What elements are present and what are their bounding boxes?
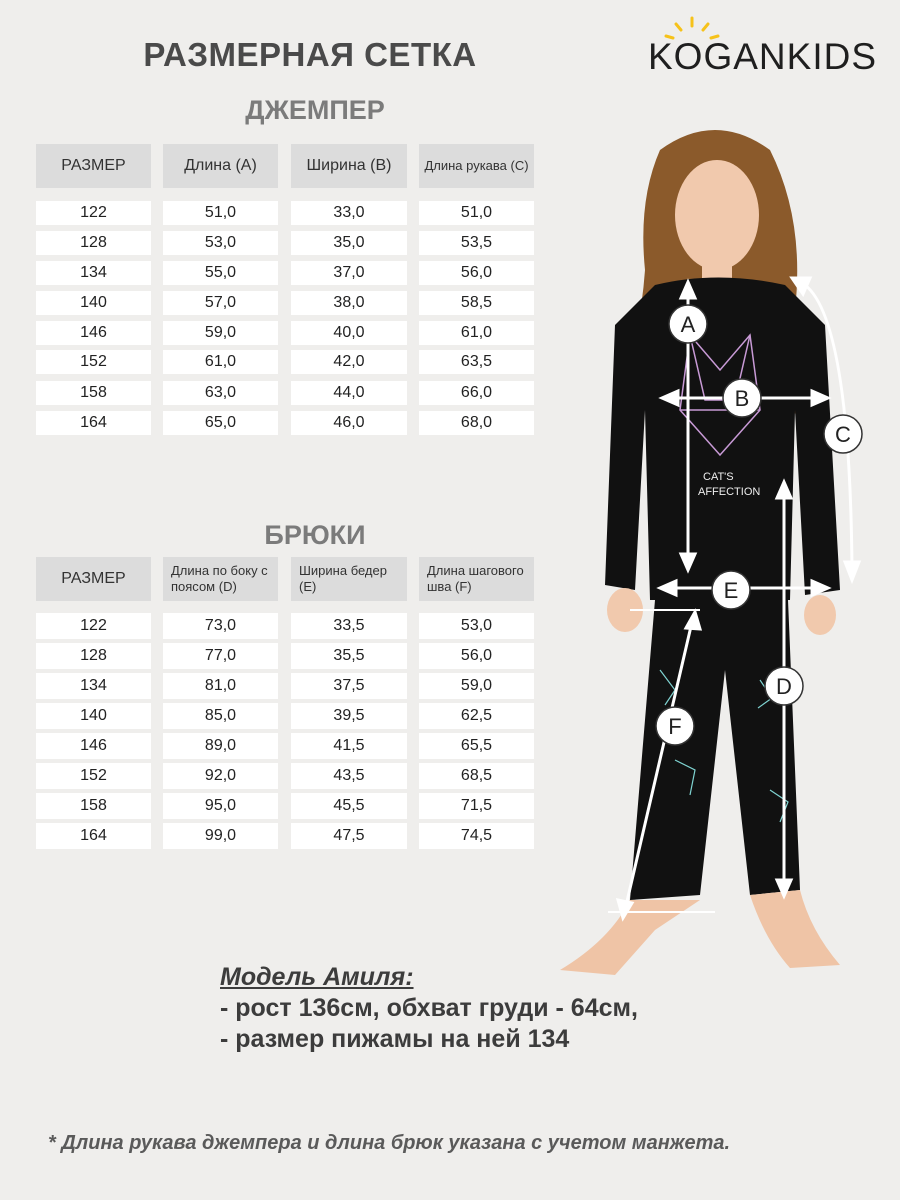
value-cell: 41,5 [291, 733, 407, 759]
model-figure [520, 110, 900, 990]
model-line-1: - рост 136см, обхват груди - 64см, [220, 994, 638, 1022]
header-cell: РАЗМЕР [36, 144, 151, 188]
face-shape [675, 160, 759, 270]
label-d: D [776, 674, 792, 699]
header-cell: Длина шагового шва (F) [419, 557, 534, 601]
value-cell: 45,5 [291, 793, 407, 819]
value-cell: 44,0 [291, 381, 407, 405]
size-cell: 146 [36, 733, 151, 759]
footnote: * Длина рукава джемпера и длина брюк указана с учетом манжета. [48, 1132, 731, 1154]
label-a-badge [669, 305, 707, 343]
size-cell: 146 [36, 321, 151, 345]
jumper-shape [605, 278, 840, 601]
pants-title: БРЮКИ [264, 520, 366, 550]
label-c: C [835, 422, 851, 447]
value-cell: 33,5 [291, 613, 407, 639]
size-cell: 158 [36, 793, 151, 819]
value-cell: 63,0 [163, 381, 278, 405]
value-cell: 65,5 [419, 733, 534, 759]
brand-name: KOGANKIDS [648, 36, 877, 77]
value-cell: 42,0 [291, 350, 407, 374]
model-note [220, 962, 638, 1055]
value-cell: 73,0 [163, 613, 278, 639]
value-cell: 95,0 [163, 793, 278, 819]
value-cell: 99,0 [163, 823, 278, 849]
label-f-badge [656, 707, 694, 745]
value-cell: 58,5 [419, 291, 534, 315]
value-cell: 74,5 [419, 823, 534, 849]
size-cell: 140 [36, 291, 151, 315]
pants-shape [630, 600, 800, 900]
value-cell: 62,5 [419, 703, 534, 729]
value-cell: 77,0 [163, 643, 278, 669]
header-cell: Длина рукава (С) [419, 144, 534, 188]
model-line-2: - размер пижамы на ней 134 [220, 1025, 570, 1053]
size-cell: 128 [36, 643, 151, 669]
label-e: E [723, 578, 739, 603]
value-cell: 56,0 [419, 643, 534, 669]
size-cell: 152 [36, 763, 151, 789]
size-cell: 134 [36, 261, 151, 285]
brand-logo [648, 28, 883, 88]
value-cell: 37,0 [291, 261, 407, 285]
value-cell: 85,0 [163, 703, 278, 729]
size-cell: 134 [36, 673, 151, 699]
size-cell: 152 [36, 350, 151, 374]
value-cell: 59,0 [419, 673, 534, 699]
value-cell: 92,0 [163, 763, 278, 789]
value-cell: 63,5 [419, 350, 534, 374]
print-text-2: AFFECTION [698, 486, 761, 498]
value-cell: 57,0 [163, 291, 278, 315]
value-cell: 43,5 [291, 763, 407, 789]
header-cell: Ширина (В) [291, 144, 407, 188]
size-cell: 128 [36, 231, 151, 255]
value-cell: 35,0 [291, 231, 407, 255]
label-f: F [668, 714, 682, 739]
model-illustration [520, 110, 900, 990]
value-cell: 89,0 [163, 733, 278, 759]
header-cell: Ширина бедер (E) [291, 557, 407, 601]
value-cell: 51,0 [419, 201, 534, 225]
print-text-1: CAT'S [703, 471, 734, 483]
size-cell: 122 [36, 201, 151, 225]
value-cell: 61,0 [419, 321, 534, 345]
value-cell: 56,0 [419, 261, 534, 285]
label-c-badge [824, 415, 862, 453]
value-cell: 81,0 [163, 673, 278, 699]
value-cell: 46,0 [291, 411, 407, 435]
label-b-badge [723, 379, 761, 417]
label-a: A [680, 312, 696, 337]
value-cell: 47,5 [291, 823, 407, 849]
header-cell: РАЗМЕР [36, 557, 151, 601]
size-cell: 164 [36, 411, 151, 435]
model-heading: Модель Амиля: [220, 963, 414, 991]
label-b: B [734, 386, 750, 411]
label-d-badge [765, 667, 803, 705]
label-e-badge [712, 571, 750, 609]
size-cell: 122 [36, 613, 151, 639]
header-cell: Длина (А) [163, 144, 278, 188]
right-foot [750, 890, 840, 968]
jumper-title: ДЖЕМПЕР [245, 95, 385, 125]
value-cell: 53,0 [419, 613, 534, 639]
value-cell: 68,5 [419, 763, 534, 789]
value-cell: 59,0 [163, 321, 278, 345]
value-cell: 39,5 [291, 703, 407, 729]
size-cell: 140 [36, 703, 151, 729]
right-hand [804, 595, 836, 635]
value-cell: 35,5 [291, 643, 407, 669]
value-cell: 37,5 [291, 673, 407, 699]
value-cell: 53,5 [419, 231, 534, 255]
value-cell: 61,0 [163, 350, 278, 374]
header-cell: Длина по боку с поясом (D) [163, 557, 278, 601]
value-cell: 53,0 [163, 231, 278, 255]
value-cell: 33,0 [291, 201, 407, 225]
value-cell: 71,5 [419, 793, 534, 819]
value-cell: 66,0 [419, 381, 534, 405]
value-cell: 68,0 [419, 411, 534, 435]
value-cell: 38,0 [291, 291, 407, 315]
value-cell: 55,0 [163, 261, 278, 285]
value-cell: 65,0 [163, 411, 278, 435]
size-cell: 158 [36, 381, 151, 405]
page-title: РАЗМЕРНАЯ СЕТКА [143, 36, 477, 73]
value-cell: 51,0 [163, 201, 278, 225]
value-cell: 40,0 [291, 321, 407, 345]
size-cell: 164 [36, 823, 151, 849]
